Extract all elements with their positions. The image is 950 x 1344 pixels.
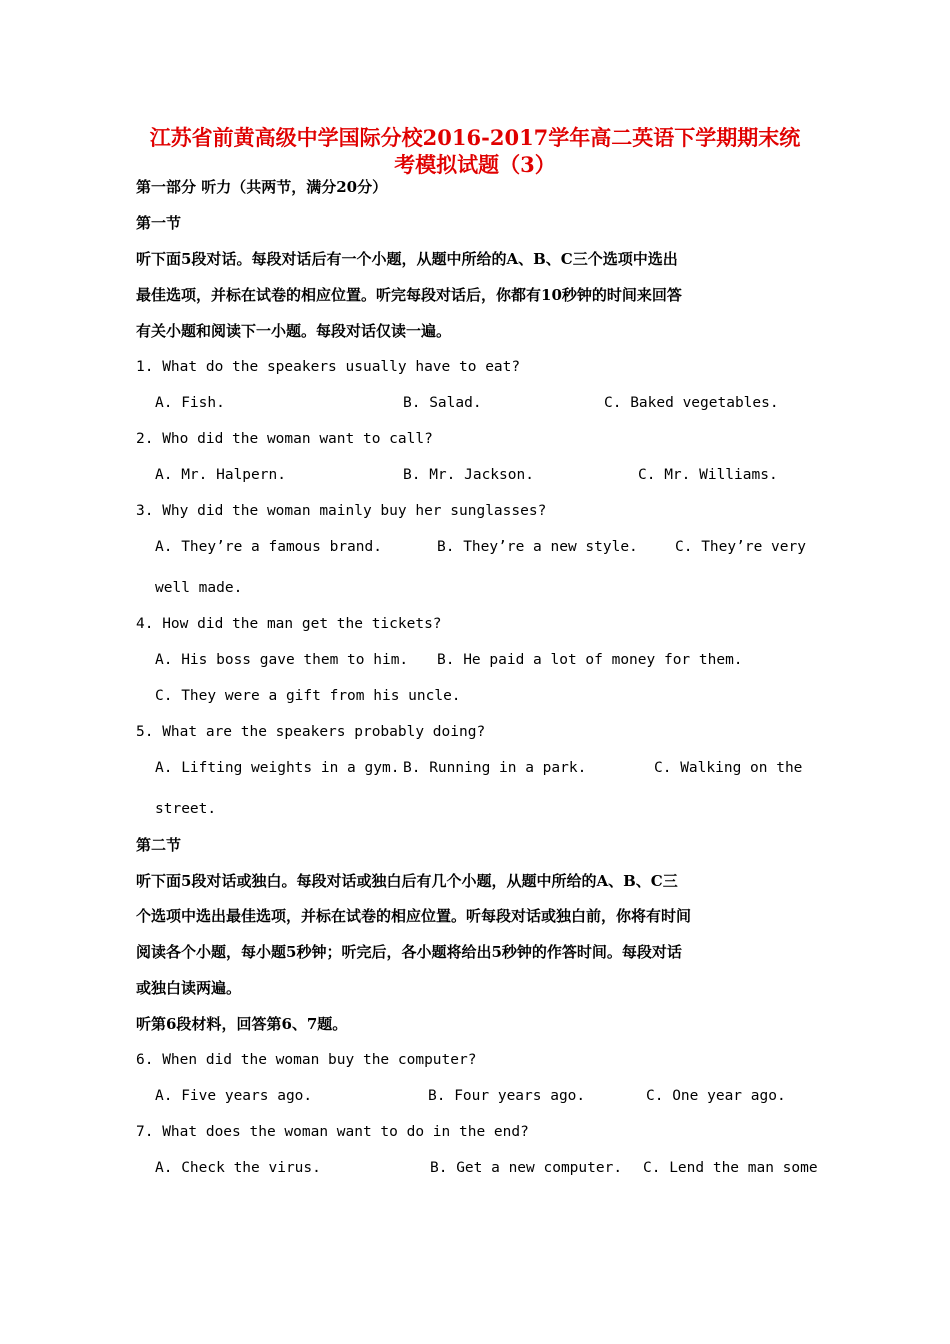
option-c: C. They were a gift from his uncle.: [155, 688, 461, 704]
section2-heading: 第二节: [136, 836, 182, 854]
option-c-continuation: street.: [155, 801, 217, 817]
option-b: B. Get a new computer.: [430, 1160, 623, 1176]
option-a: A. His boss gave them to him.: [155, 652, 409, 668]
option-c-continuation: well made.: [155, 580, 243, 596]
option-a: A. They’re a famous brand.: [155, 539, 382, 555]
option-a: A. Fish.: [155, 395, 225, 411]
option-a: A. Check the virus.: [155, 1160, 321, 1176]
option-c: C. Walking on the: [654, 760, 803, 776]
option-b: B. Salad.: [403, 395, 482, 411]
question-stem: 6. When did the woman buy the computer?: [136, 1052, 477, 1068]
option-b: B. Four years ago.: [428, 1088, 586, 1104]
section2-instruction: 或独白读两遍。: [136, 979, 242, 997]
question-stem: 5. What are the speakers probably doing?: [136, 724, 486, 740]
section1-instruction: 有关小题和阅读下一小题。每段对话仅读一遍。: [136, 322, 452, 340]
question-stem: 1. What do the speakers usually have to eat?: [136, 359, 521, 375]
option-b: B. Mr. Jackson.: [403, 467, 534, 483]
option-c: C. They’re very: [675, 539, 806, 555]
material-6-heading: 听第6段材料，回答第6、7题。: [136, 1015, 348, 1033]
section1-instruction: 最佳选项，并标在试卷的相应位置。听完每段对话后，你都有10秒钟的时间来回答: [136, 286, 682, 304]
option-c: C. One year ago.: [646, 1088, 786, 1104]
question-stem: 4. How did the man get the tickets?: [136, 616, 442, 632]
question-stem: 2. Who did the woman want to call?: [136, 431, 433, 447]
document-title-line2: 考模拟试题（3）: [394, 152, 556, 177]
option-b: B. He paid a lot of money for them.: [437, 652, 743, 668]
document-title-line1: 江苏省前黄高级中学国际分校2016-2017学年高二英语下学期期末统: [149, 125, 801, 150]
question-stem: 3. Why did the woman mainly buy her sunglasses?: [136, 503, 547, 519]
section1-heading: 第一节: [136, 214, 182, 232]
option-a: A. Five years ago.: [155, 1088, 313, 1104]
section2-instruction: 听下面5段对话或独白。每段对话或独白后有几个小题，从题中所给的A、B、C三: [136, 872, 678, 890]
option-c: C. Lend the man some: [643, 1160, 818, 1176]
section2-instruction: 个选项中选出最佳选项，并标在试卷的相应位置。听每段对话或独白前，你将有时间: [136, 907, 692, 925]
section2-instruction: 阅读各个小题，每小题5秒钟；听完后，各小题将给出5秒钟的作答时间。每段对话: [136, 943, 682, 961]
option-b: B. Running in a park.: [403, 760, 587, 776]
option-c: C. Mr. Williams.: [638, 467, 778, 483]
option-c: C. Baked vegetables.: [604, 395, 779, 411]
section1-instruction: 听下面5段对话。每段对话后有一个小题，从题中所给的A、B、C三个选项中选出: [136, 250, 678, 268]
option-b: B. They’re a new style.: [437, 539, 638, 555]
part1-heading: 第一部分 听力（共两节，满分20分）: [136, 178, 388, 196]
option-a: A. Lifting weights in a gym.: [155, 760, 400, 776]
option-a: A. Mr. Halpern.: [155, 467, 286, 483]
question-stem: 7. What does the woman want to do in the end?: [136, 1124, 529, 1140]
